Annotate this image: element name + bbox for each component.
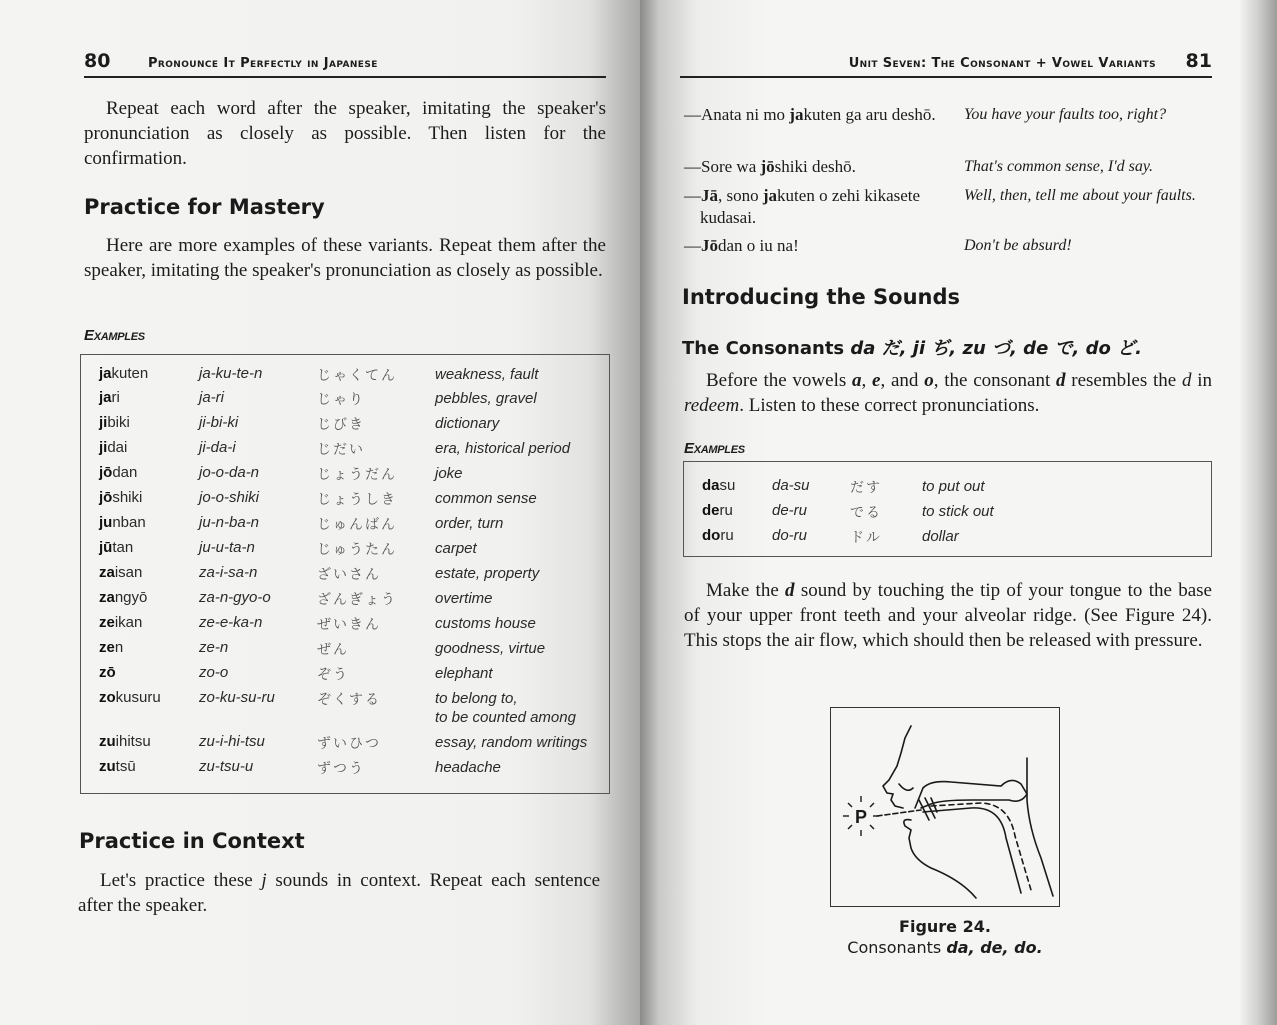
tongue-line <box>923 808 1021 893</box>
japanese-line: —Jā, sono jakuten o zehi kikasete kudasai. <box>684 186 921 227</box>
meaning: to belong to, to be counted among <box>435 690 576 726</box>
table-row <box>81 539 609 564</box>
vocal-tract-diagram <box>831 708 1059 906</box>
text-run: . Listen to these correct pronunciations. <box>739 395 1040 416</box>
kana: でる <box>850 505 882 521</box>
translation: That's common sense, I'd say. <box>964 158 1154 175</box>
romaji-word: doru <box>702 527 734 544</box>
page-number: 81 <box>1185 50 1212 72</box>
examples-label: Examples <box>684 440 745 457</box>
running-head-left <box>84 48 606 78</box>
romaji-word: jōshiki <box>99 489 143 506</box>
context-paragraph <box>78 868 600 918</box>
text-emphasis: d <box>785 580 795 601</box>
running-title: Unit Seven: The Consonant + Vowel Variants <box>848 56 1156 71</box>
table-row <box>81 758 609 783</box>
kana: ぞう <box>317 667 349 683</box>
japanese-line: —Jōdan o iu na! <box>684 236 799 255</box>
syllables: ze-e-ka-n <box>199 614 263 631</box>
translation: Don't be absurd! <box>964 237 1072 254</box>
kana: だす <box>850 480 882 496</box>
kana: じゃくてん <box>317 368 397 384</box>
figure-24 <box>830 707 1060 907</box>
text-emphasis: o <box>924 370 934 391</box>
text-run: , the consonant <box>933 370 1056 391</box>
explain-paragraph <box>684 578 1212 653</box>
meaning: dictionary <box>435 415 500 432</box>
kana: ずいひつ <box>317 736 381 752</box>
examples-label: Examples <box>84 327 145 344</box>
figure-caption <box>830 938 1060 957</box>
romaji-word: zutsū <box>99 758 136 775</box>
table-row <box>81 639 609 664</box>
romaji-word: zokusuru <box>99 689 161 706</box>
table-row <box>81 489 609 514</box>
romaji-word: zaisan <box>99 564 143 581</box>
kana: ずつう <box>317 761 365 777</box>
meaning: order, turn <box>435 515 504 532</box>
text-run: in <box>1191 370 1213 391</box>
examples-table <box>80 354 610 794</box>
subheading-sounds: da だ, ji ぢ, zu づ, de で, do ど. <box>850 338 1143 359</box>
syllables: za-n-gyo-o <box>199 589 271 606</box>
lower-lip-line <box>904 820 976 898</box>
text-emphasis: d <box>1056 370 1066 391</box>
kana: じょうしき <box>317 492 397 508</box>
text-run: Make the <box>706 580 786 601</box>
table-row <box>81 564 609 589</box>
romaji-word: zeikan <box>99 614 143 631</box>
table-row <box>684 502 1211 527</box>
text-run: , and <box>880 370 925 391</box>
intro-paragraph: Repeat each word after the speaker, imitating the speaker's pronunciation as closely as possible. Then listen for the confirmation. <box>84 98 606 169</box>
romaji-word: jari <box>99 389 120 406</box>
kana: じゅんばん <box>317 517 397 533</box>
text-run: Let's practice these <box>100 870 262 891</box>
kana: ぜいきん <box>317 617 381 633</box>
romaji-word: zen <box>99 639 124 656</box>
text-emphasis: redeem <box>684 395 740 416</box>
meaning: carpet <box>435 540 477 557</box>
face-profile-line <box>883 726 911 808</box>
meaning: pebbles, gravel <box>435 390 537 407</box>
caption-emphasis: da, de, do. <box>946 938 1043 957</box>
kana: じびき <box>317 417 365 433</box>
romaji-word: jakuten <box>99 365 149 382</box>
kana: ざんぎょう <box>317 592 397 608</box>
meaning: goodness, virtue <box>435 640 546 657</box>
romaji-word: jōdan <box>99 464 138 481</box>
syllables: ze-n <box>199 639 229 656</box>
table-row <box>81 414 609 439</box>
subheading-text: The Consonants <box>682 338 851 359</box>
kana: じゃり <box>317 392 365 408</box>
tongue-tip-line <box>919 798 937 820</box>
syllables: za-i-sa-n <box>199 564 258 581</box>
kana: ドル <box>850 530 882 546</box>
syllables: zo-ku-su-ru <box>199 689 275 706</box>
syllables: jo-o-shiki <box>199 489 260 506</box>
meaning: to put out <box>922 478 985 495</box>
table-row <box>81 389 609 414</box>
meaning: to stick out <box>922 503 994 520</box>
table-row <box>684 527 1211 552</box>
syllables: zu-i-hi-tsu <box>199 733 265 750</box>
examples-table <box>683 461 1212 557</box>
meaning: weakness, fault <box>435 366 539 383</box>
section-heading-practice-mastery: Practice for Mastery <box>84 195 325 219</box>
text-emphasis: d <box>1181 370 1192 391</box>
japanese-line: —Anata ni mo jakuten ga aru deshō. <box>684 105 936 124</box>
pharynx-wall <box>1027 758 1053 896</box>
kana: じゅうたん <box>317 542 397 558</box>
caption-text: Consonants <box>847 938 947 957</box>
text-run: sounds in context. Repeat each sentence after the speaker. <box>78 870 600 916</box>
burst-label: P <box>855 807 868 827</box>
text-run: , <box>861 370 873 391</box>
text-emphasis: e <box>872 370 881 391</box>
table-row <box>81 365 609 390</box>
meaning: dollar <box>922 528 959 545</box>
syllables: do-ru <box>772 527 808 544</box>
romaji-word: jidai <box>99 439 128 456</box>
running-title: Pronounce It Perfectly in Japanese <box>148 56 378 71</box>
table-row <box>81 733 609 758</box>
romaji-word: jibiki <box>99 414 130 431</box>
meaning: joke <box>435 465 463 482</box>
meaning: common sense <box>435 490 537 507</box>
meaning: overtime <box>435 590 493 607</box>
romaji-word: deru <box>702 502 733 519</box>
syllables: ju-u-ta-n <box>199 539 255 556</box>
kana: じょうだん <box>317 467 397 483</box>
nostril-line <box>899 784 913 790</box>
syllables: zu-tsu-u <box>199 758 254 775</box>
romaji-word: junban <box>99 514 146 531</box>
meaning: estate, property <box>435 565 540 582</box>
text-emphasis: a <box>852 370 862 391</box>
syllables: ji-da-i <box>199 439 236 456</box>
section-paragraph: Here are more examples of these variants. Repeat them after the speaker, imitating the speaker's pronunciation as closely as possible. <box>84 235 606 281</box>
section-heading-introducing: Introducing the Sounds <box>682 285 961 309</box>
text-emphasis: j <box>261 870 267 891</box>
syllables: ji-bi-ki <box>199 414 239 431</box>
table-row <box>81 514 609 539</box>
meaning: era, historical period <box>435 440 571 457</box>
kana: ざいさん <box>317 567 381 583</box>
text-run: resembles the <box>1065 370 1182 391</box>
syllables: de-ru <box>772 502 808 519</box>
meaning: elephant <box>435 665 493 682</box>
meaning: customs house <box>435 615 536 632</box>
syllables: da-su <box>772 477 810 494</box>
meaning: essay, random writings <box>435 734 588 751</box>
table-row <box>684 477 1211 502</box>
table-row <box>81 664 609 689</box>
kana: ぜん <box>317 642 349 658</box>
kana: じだい <box>317 442 365 458</box>
table-row <box>81 589 609 614</box>
translation: You have your faults too, right? <box>964 106 1167 123</box>
figure-number: Figure 24. <box>899 917 991 936</box>
table-row <box>81 464 609 489</box>
table-row <box>81 689 609 726</box>
translation: Well, then, tell me about your faults. <box>964 187 1196 204</box>
syllables: zo-o <box>199 664 229 681</box>
romaji-word: dasu <box>702 477 736 494</box>
syllables: ju-n-ba-n <box>199 514 260 531</box>
meaning: headache <box>435 759 501 776</box>
syllables: ja-ku-te-n <box>199 365 263 382</box>
table-row <box>81 439 609 464</box>
table-row <box>81 614 609 639</box>
running-head-right <box>680 48 1212 78</box>
romaji-word: zangyō <box>99 589 148 606</box>
text-run: sound by touching the tip of your tongue to the base of your upper front teeth and your alveolar ridge. (See Figure 24). This stops the air flow, which should then be released with pressure. <box>684 580 1212 651</box>
japanese-line: —Sore wa jōshiki deshō. <box>684 157 856 176</box>
subheading-consonants <box>682 334 1142 360</box>
intro-paragraph-right <box>684 368 1212 418</box>
breath-line <box>877 810 921 816</box>
syllables: jo-o-da-n <box>199 464 260 481</box>
text-run: Before the vowels <box>706 370 853 391</box>
romaji-word: zuihitsu <box>99 733 151 750</box>
kana: ぞくする <box>317 692 381 708</box>
romaji-word: jūtan <box>99 539 134 556</box>
syllables: ja-ri <box>199 389 224 406</box>
romaji-word: zō <box>99 664 116 681</box>
section-heading-practice-context: Practice in Context <box>79 829 305 853</box>
page-number: 80 <box>84 50 111 72</box>
